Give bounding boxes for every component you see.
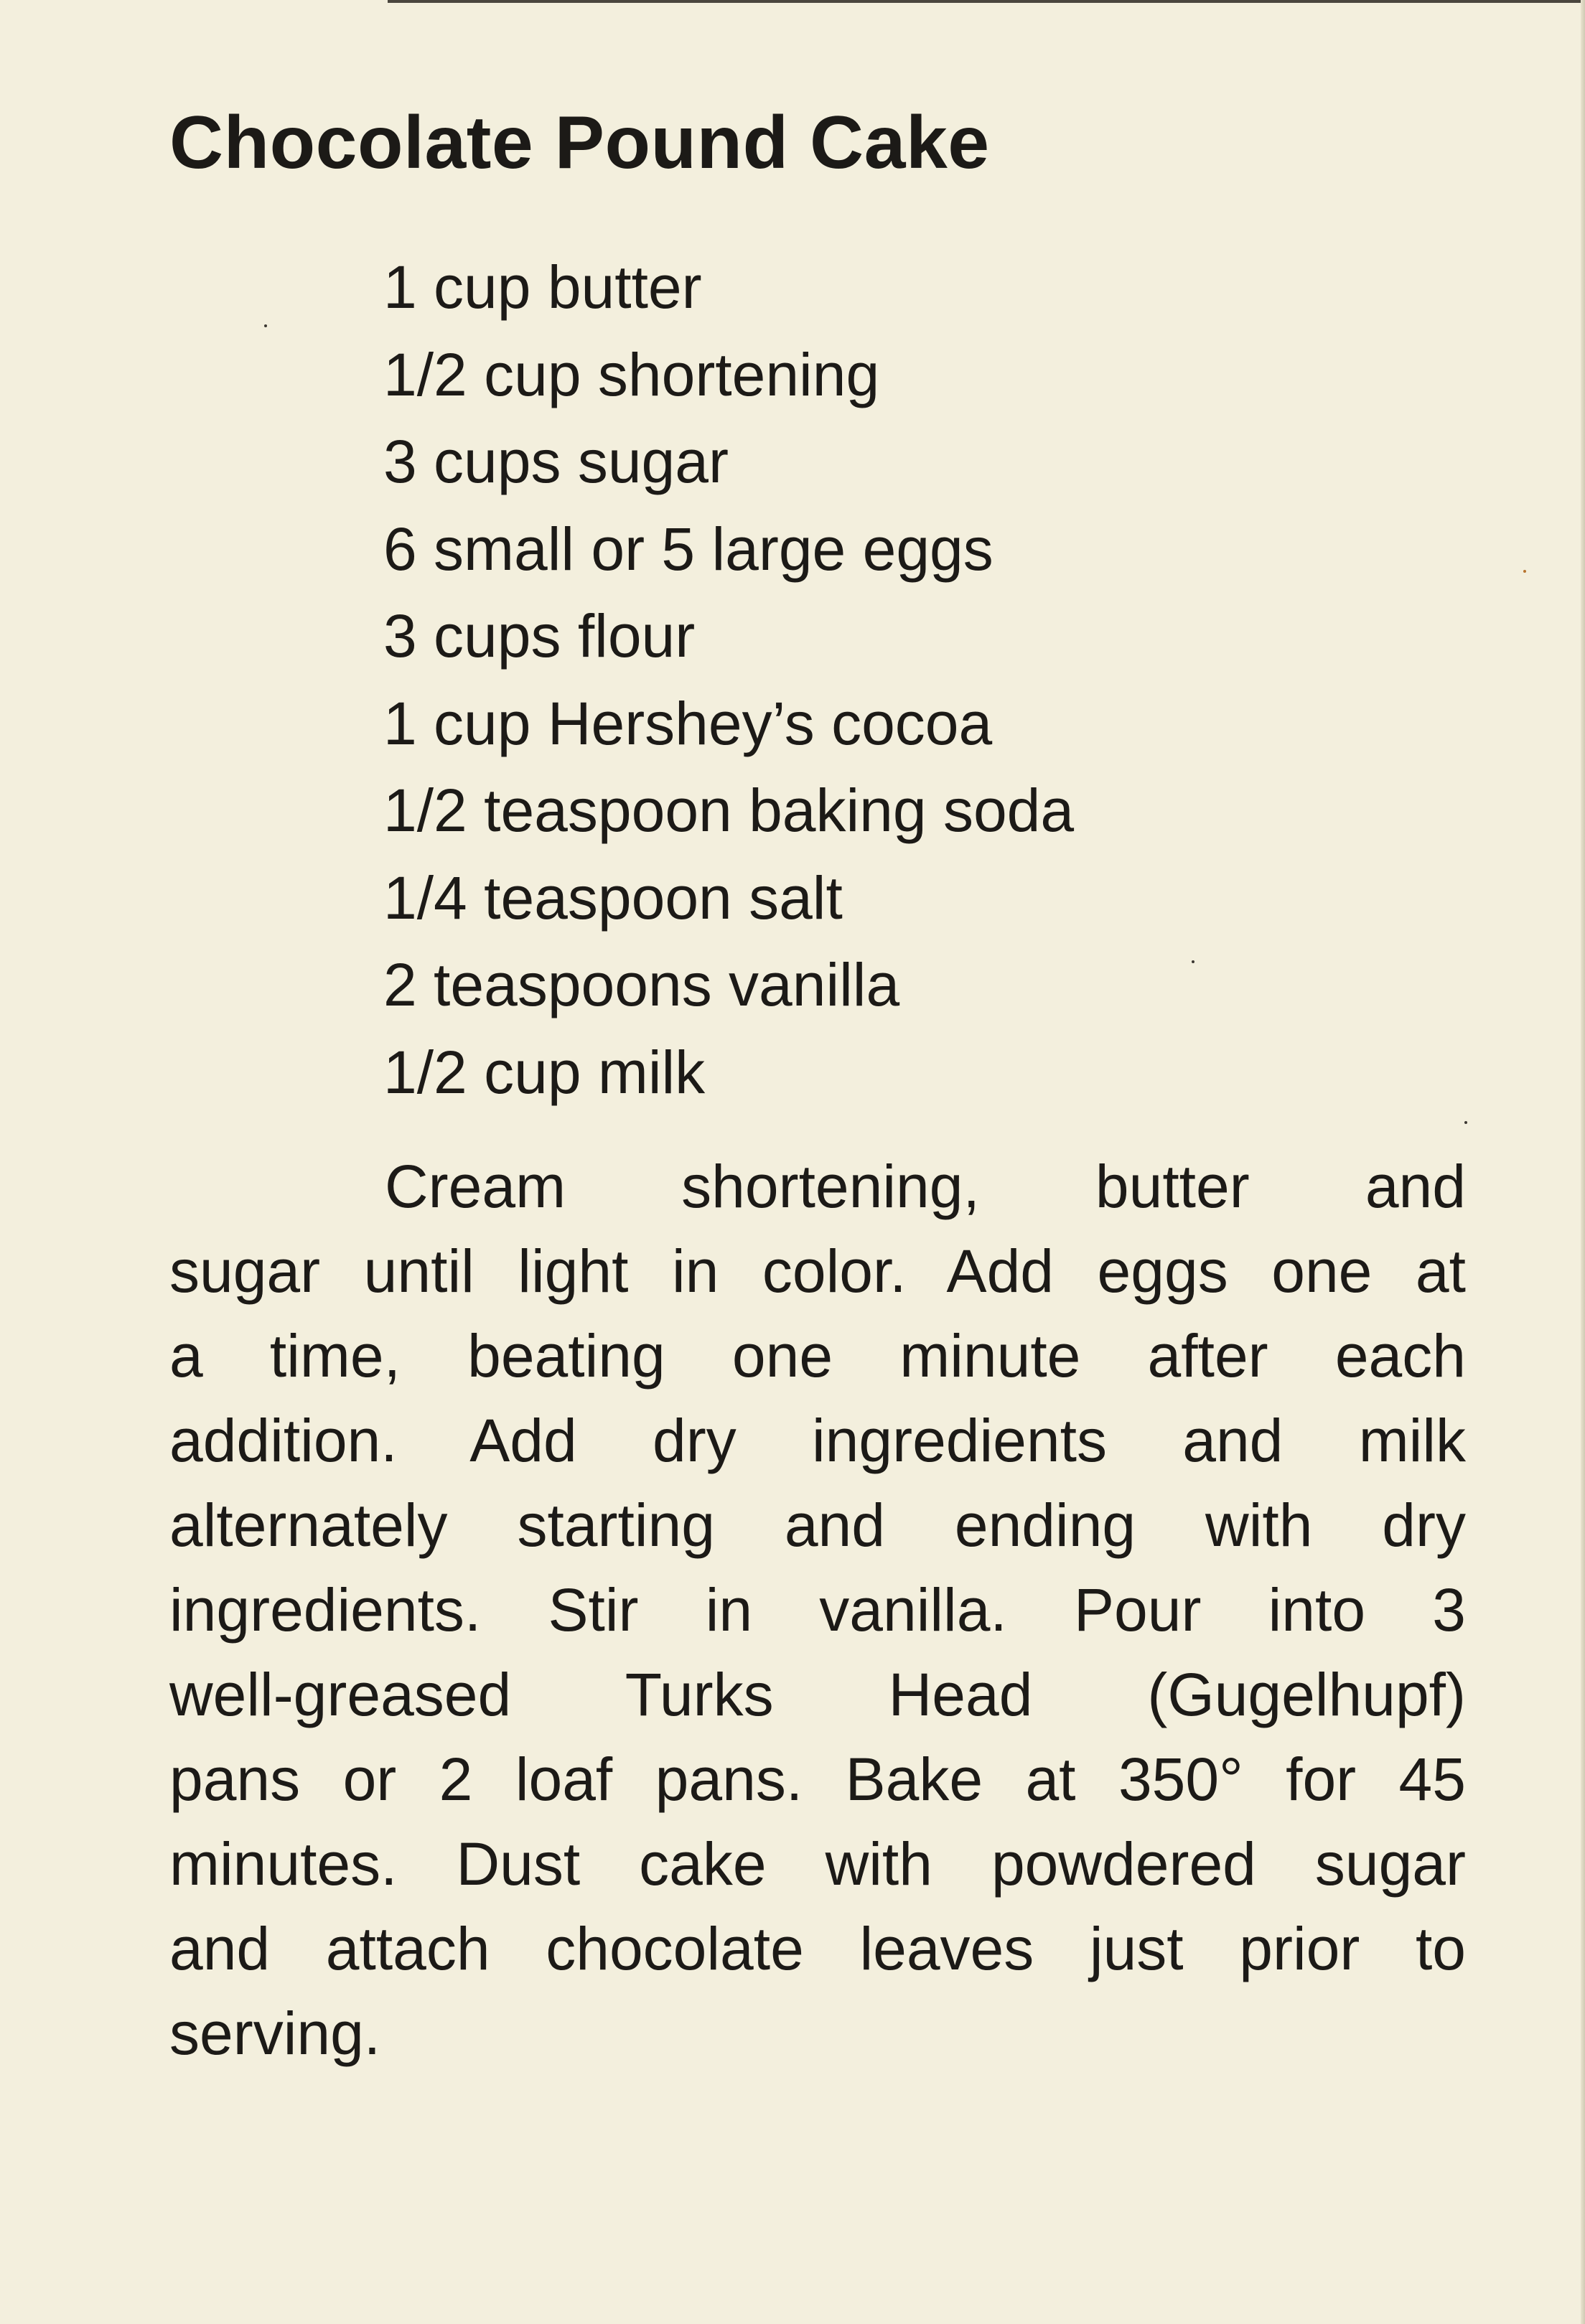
paper-speck	[264, 324, 267, 327]
paper-speck	[1523, 570, 1526, 573]
ingredient-item: 1 cup butter	[383, 253, 702, 321]
ingredient-item: 6 small or 5 large eggs	[383, 515, 993, 583]
ingredient-item: 1 cup Hershey’s cocoa	[383, 689, 993, 757]
ingredient-item: 2 teaspoons vanilla	[383, 951, 900, 1018]
page-right-edge	[1581, 0, 1585, 2324]
instructions-line: ingredients. Stir in vanilla. Pour into 3	[169, 1576, 1466, 1644]
instructions-line: alternately starting and ending with dry	[169, 1491, 1466, 1559]
ingredient-item: 1/2 cup milk	[383, 1038, 706, 1106]
page-top-edge	[388, 0, 1585, 3]
instructions-line: and attach chocolate leaves just prior to	[169, 1915, 1466, 1982]
instructions-line: a time, beating one minute after each	[169, 1322, 1466, 1390]
ingredient-item: 1/2 cup shortening	[383, 340, 880, 408]
ingredient-item: 1/2 teaspoon baking soda	[383, 777, 1075, 844]
paper-speck	[1192, 960, 1194, 963]
instructions-line: sugar until light in color. Add eggs one at	[169, 1237, 1466, 1305]
ingredient-item: 3 cups flour	[383, 602, 696, 670]
instructions-line: addition. Add dry ingredients and milk	[169, 1407, 1466, 1474]
instructions-line: Cream shortening, butter and	[385, 1153, 1466, 1220]
instructions-paragraph	[169, 1144, 1466, 2076]
recipe-title: Chocolate Pound Cake	[169, 101, 990, 184]
paper-speck	[1464, 1121, 1467, 1124]
instructions-line: serving.	[169, 2000, 381, 2067]
ingredient-list	[383, 244, 1074, 1116]
instructions-line: well-greased Turks Head (Gugelhupf)	[169, 1661, 1466, 1728]
instructions-line: pans or 2 loaf pans. Bake at 350° for 45	[169, 1746, 1466, 1813]
instructions-line: minutes. Dust cake with powdered sugar	[169, 1830, 1466, 1898]
ingredient-item: 1/4 teaspoon salt	[383, 863, 843, 932]
ingredient-item: 3 cups sugar	[383, 428, 729, 495]
